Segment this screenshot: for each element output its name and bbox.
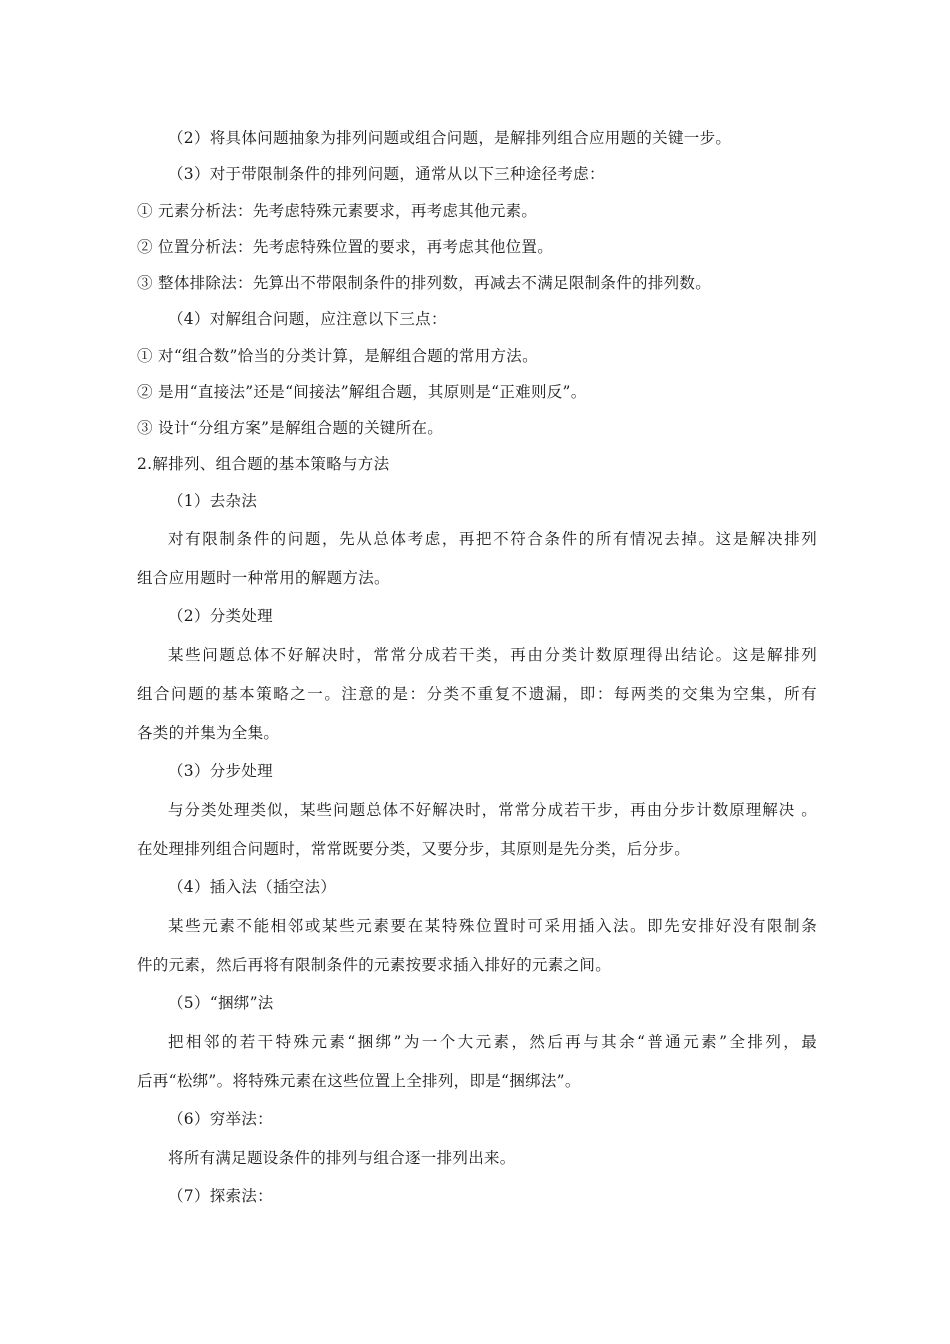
paragraph-line: （2）将具体问题抽象为排列问题或组合问题，是解排列组合应用题的关键一步。	[168, 129, 732, 147]
paragraph-line: 对有限制条件的问题，先从总体考虑，再把不符合条件的所有情况去掉。这是解决排列	[168, 530, 817, 548]
subsection-heading: （7）探索法：	[168, 1187, 273, 1205]
list-item: ③ 设计“分组方案”是解组合题的关键所在。	[137, 419, 444, 437]
list-item: ② 位置分析法：先考虑特殊位置的要求，再考虑其他位置。	[137, 238, 554, 256]
subsection-heading: （3）分步处理	[168, 762, 273, 780]
subsection-heading: （4）插入法（插空法）	[168, 878, 337, 896]
list-item: ① 对“组合数”恰当的分类计算，是解组合题的常用方法。	[137, 347, 538, 365]
paragraph-line: 组合应用题时一种常用的解题方法。	[137, 569, 390, 587]
paragraph-line: 组合问题的基本策略之一。注意的是：分类不重复不遗漏，即：每两类的交集为空集，所有	[137, 685, 817, 703]
list-item: ② 是用“直接法”还是“间接法”解组合题，其原则是“正难则反”。	[137, 383, 587, 401]
paragraph-line: 某些问题总体不好解决时，常常分成若干类，再由分类计数原理得出结论。这是解排列	[168, 646, 817, 664]
paragraph-line: 各类的并集为全集。	[137, 724, 280, 742]
paragraph-line: 某些元素不能相邻或某些元素要在某特殊位置时可采用插入法。即先安排好没有限制条	[168, 917, 817, 935]
paragraph-line: （4）对解组合问题，应注意以下三点：	[168, 310, 447, 328]
subsection-heading: （5）“捆绑”法	[168, 994, 274, 1012]
paragraph-line: 后再“松绑”。将特殊元素在这些位置上全排列，即是“捆绑法”。	[137, 1072, 581, 1090]
paragraph-line: 与分类处理类似，某些问题总体不好解决时，常常分成若干步，再由分步计数原理解决 。	[168, 801, 817, 819]
subsection-heading: （1）去杂法	[168, 492, 258, 510]
list-item: ③ 整体排除法：先算出不带限制条件的排列数，再减去不满足限制条件的排列数。	[137, 274, 712, 292]
paragraph-line: 将所有满足题设条件的排列与组合逐一排列出来。	[168, 1149, 516, 1167]
paragraph-line: （3）对于带限制条件的排列问题，通常从以下三种途径考虑：	[168, 165, 605, 183]
paragraph-line: 在处理排列组合问题时，常常既要分类，又要分步，其原则是先分类，后分步。	[137, 840, 691, 858]
section-heading: 2.解排列、组合题的基本策略与方法	[137, 455, 390, 473]
subsection-heading: （6）穷举法：	[168, 1110, 273, 1128]
subsection-heading: （2）分类处理	[168, 607, 273, 625]
paragraph-line: 件的元素，然后再将有限制条件的元素按要求插入排好的元素之间。	[137, 956, 612, 974]
paragraph-line: 把相邻的若干特殊元素“捆绑”为一个大元素，然后再与其余“普通元素”全排列，最	[168, 1033, 817, 1051]
list-item: ① 元素分析法：先考虑特殊元素要求，再考虑其他元素。	[137, 202, 538, 220]
